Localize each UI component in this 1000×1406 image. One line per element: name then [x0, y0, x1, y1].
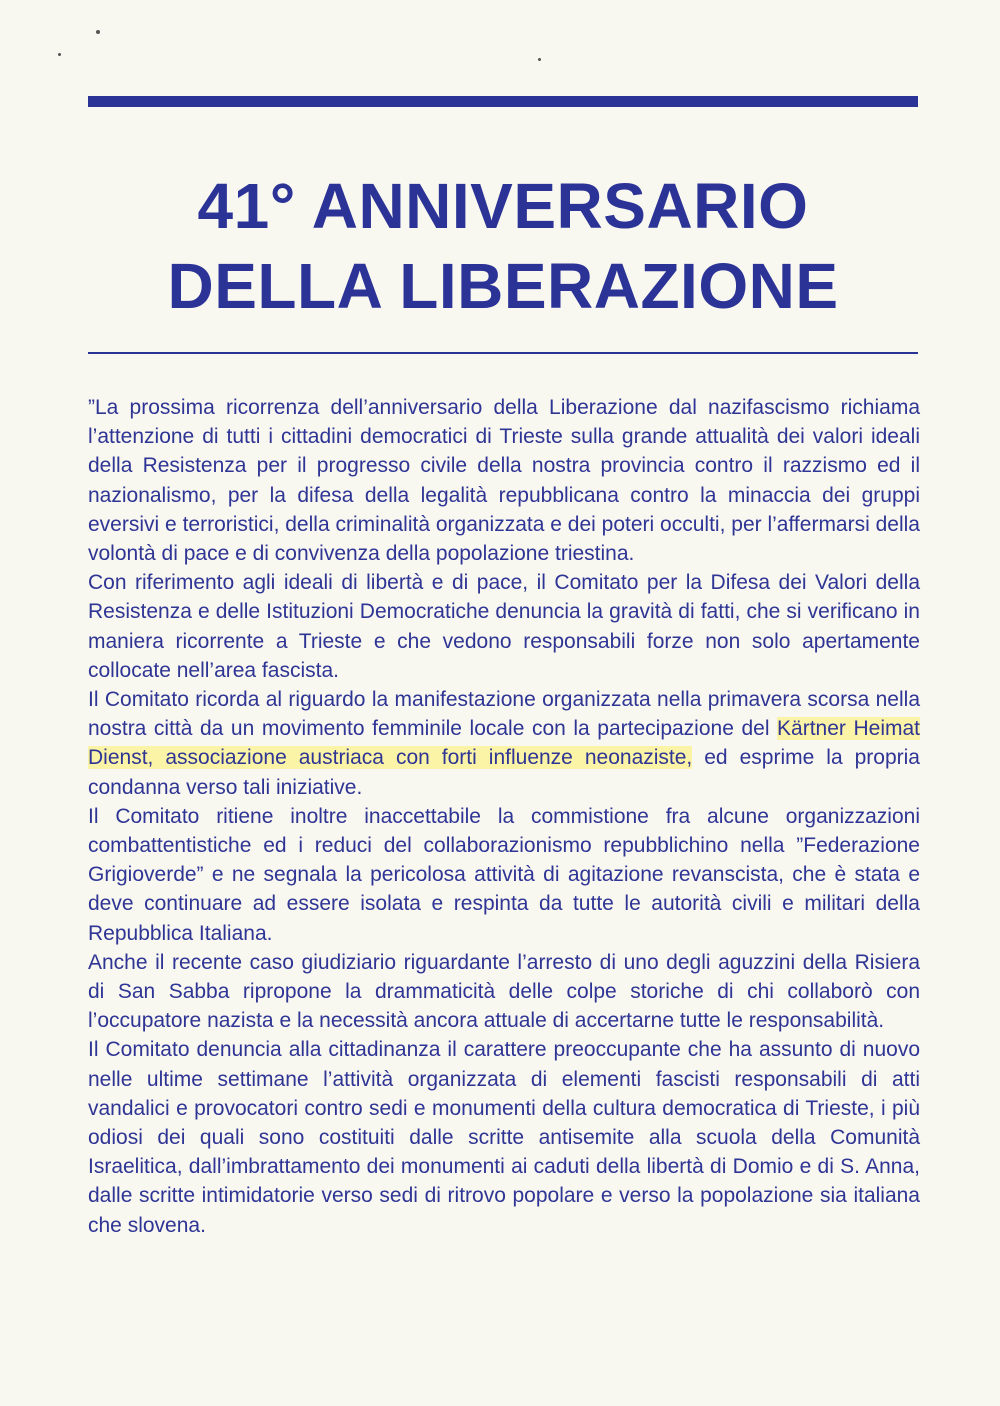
scan-speck [96, 30, 100, 34]
scan-speck [538, 58, 541, 61]
paragraph-5: Anche il recente caso giudiziario riguardante l’arresto di uno degli aguzzini della Risiera di San Sabba ripropone la drammaticità delle colpe storiche di chi collaborò con l’occupatore nazista e la necessità ancora attuale di accertarne tutte le responsabilità. [88, 950, 920, 1033]
page-title [88, 166, 918, 326]
scan-speck [58, 53, 61, 56]
paragraph-4: Il Comitato ritiene inoltre inaccettabile la commistione fra alcune organizzazioni combattentistiche ed i reduci del collaborazionismo repubblichino nella ”Federazione Grigioverde” e ne segnala la pericolosa attività di agitazione revanscista, che è stata e deve continuare ad essere isolata e respinta da tutte le autorità civili e militari della Repubblica Italiana. [88, 804, 920, 945]
top-rule [88, 96, 918, 107]
paragraph-3-end: ed esprime la propria condanna verso tali iniziative. [88, 746, 920, 799]
title-line-2: DELLA LIBERAZIONE [167, 250, 839, 322]
highlighted-text: Kärtner Heimat Dienst, associazione austriaca con forti influenze neonaziste, [88, 717, 920, 770]
title-line-1: 41° ANNIVERSARIO [197, 170, 809, 242]
paragraph-1: ”La prossima ricorrenza dell’anniversario della Liberazione dal nazifascismo richiama l’attenzione di tutti i cittadini democratici di Trieste sulla grande attualità dei valori ideali della Resistenza per il progresso civile della nostra provincia contro il razzismo ed il nazionalismo, per la difesa della legalità repubblicana contro la minaccia dei gruppi eversivi e terroristici, della criminalità organizzata e dei poteri occulti, per l’affermarsi della volontà di pace e di convivenza della popolazione triestina. [88, 396, 920, 566]
paragraph-3-start: Il Comitato ricorda al riguardo la manifestazione organizzata nella primavera scorsa nella nostra città da un movimento femminile locale con la partecipazione del [88, 688, 920, 741]
paragraph-2: Con riferimento agli ideali di libertà e di pace, il Comitato per la Difesa dei Valori della Resistenza e delle Istituzioni Democratiche denuncia la gravità di fatti, che si verificano in maniera ricorrente a Trieste e che vedono responsabili forze non solo apertamente collocate nell’area fascista. [88, 571, 920, 682]
body-text [88, 393, 920, 1240]
paragraph-3 [88, 685, 920, 802]
bottom-rule [88, 352, 918, 354]
paragraph-6: Il Comitato denuncia alla cittadinanza il carattere preoccupante che ha assunto di nuovo nelle ultime settimane l’attività organizzata di elementi fascisti responsabili di atti vandalici e provocatori contro sedi e monumenti della cultura democratica di Trieste, i più odiosi dei quali sono costituiti dalle scritte antisemite alla scuola della Comunità Israelitica, dall’imbrattamento dei monumenti ai caduti della libertà di Domio e di S. Anna, dalle scritte intimidatorie verso sedi di ritrovo popolare e verso la popolazione sia italiana che slovena. [88, 1038, 920, 1237]
